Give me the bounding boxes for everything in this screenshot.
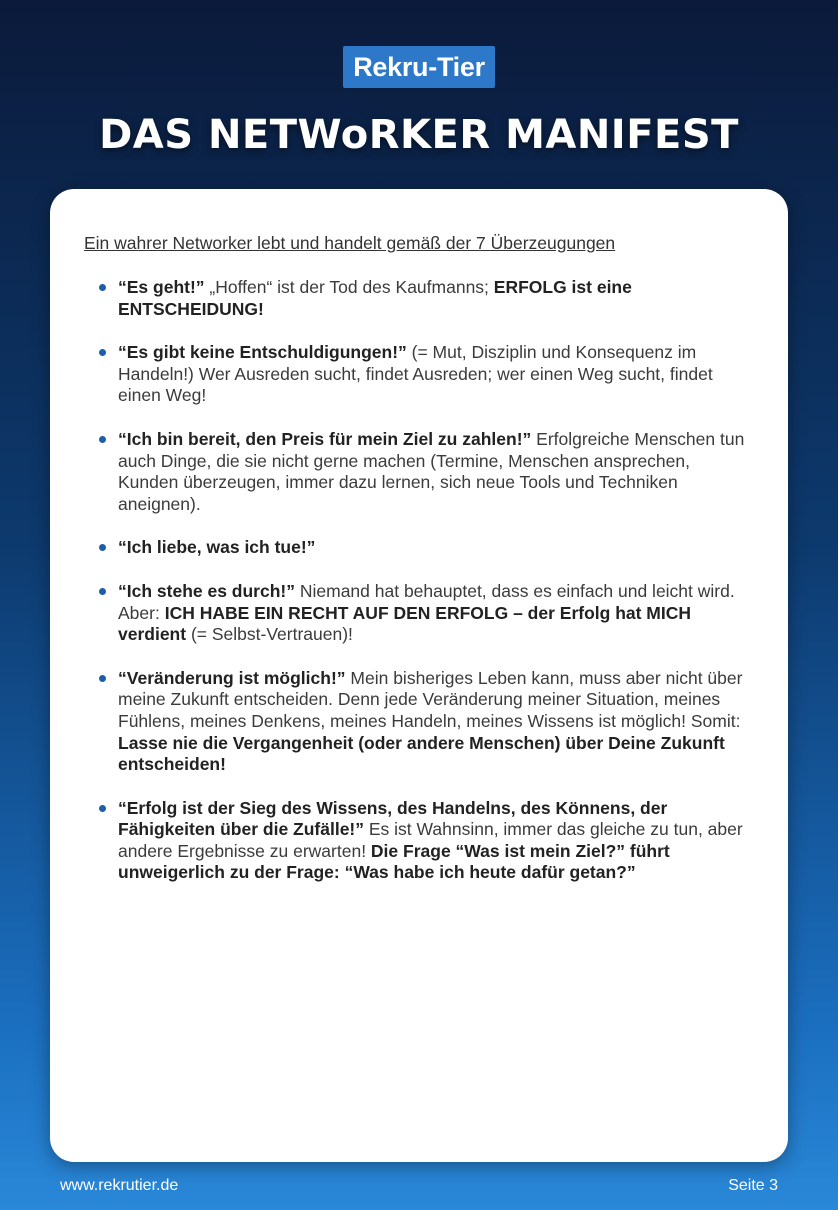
point-text: (= Selbst-Vertrauen)! [186,624,353,645]
point-text: „Hoffen“ ist der Tod des Kaufmanns; [204,277,494,297]
list-item [118,429,748,515]
list-item [118,581,748,646]
point-heading: “Ich bin bereit, den Preis für mein Ziel zu zahlen!” [118,428,532,449]
point-heading: “Veränderung ist möglich!” [118,667,346,688]
bullet-icon [99,436,106,443]
point-heading: “Es gibt keine Entschuldigungen!” [118,342,407,363]
bullet-icon [99,284,106,291]
point-heading: “Ich liebe, was ich tue!” [118,537,316,558]
intro-text: Ein wahrer Networker lebt und handelt gemäß der 7 Überzeugungen [84,233,616,253]
footer-page-number: Seite 3 [728,1177,778,1194]
point-emphasis: ICH HABE EIN RECHT AUF DEN ERFOLG – der Erfolg hat MICH verdient [118,602,692,645]
bullet-icon [99,805,106,812]
list-item [118,537,748,559]
list-item [118,798,748,884]
list-item [118,342,748,407]
point-text: Erfolgreiche Menschen tun auch Dinge, die sie nicht gerne machen (Termine, Menschen ansprechen, Kunden überzeugen, immer dazu lernen, sich neue Tools und Techniken aneignen). [118,428,745,514]
bullet-icon [99,675,106,682]
conviction-list [118,277,748,906]
point-heading: “Ich stehe es durch!” [118,580,295,601]
brand-logo: Rekru-Tier [343,46,495,88]
point-heading: “Es geht!” [118,277,205,297]
list-item [118,277,748,320]
point-emphasis: Die Frage “Was ist mein Ziel?” führt unweigerlich zu der Frage: “Was habe ich heute dafür getan?” [118,840,670,883]
point-text: Mein bisheriges Leben kann, muss aber nicht über meine Zukunft entscheiden. Denn jede Veränderung meiner Situation, meines Fühlens, meines Denkens, meines Handeln, meines Wissens ist möglich! Somit: [118,667,743,731]
page-title: DAS NETWoRKER MANIFEST [99,112,739,158]
point-emphasis: Lasse nie die Vergangenheit (oder andere Menschen) über Deine Zukunft entscheiden! [118,732,725,775]
point-text: Es ist Wahnsinn, immer das gleiche zu tun, aber andere Ergebnisse zu erwarten! [118,819,743,861]
bullet-icon [99,588,106,595]
footer-website: www.rekrutier.de [60,1177,179,1194]
point-emphasis: ERFOLG ist eine ENTSCHEIDUNG! [118,277,632,319]
point-text: (= Mut, Disziplin und Konsequenz im Handeln!) Wer Ausreden sucht, findet Ausreden; wer einen Weg sucht, findet einen Weg! [118,342,713,406]
point-heading: “Erfolg ist der Sieg des Wissens, des Handelns, des Könnens, der Fähigkeiten über die Zufälle!” [118,797,668,840]
point-text: Niemand hat behauptet, dass es einfach und leicht wird. Aber: [118,580,735,623]
list-item [118,668,748,776]
